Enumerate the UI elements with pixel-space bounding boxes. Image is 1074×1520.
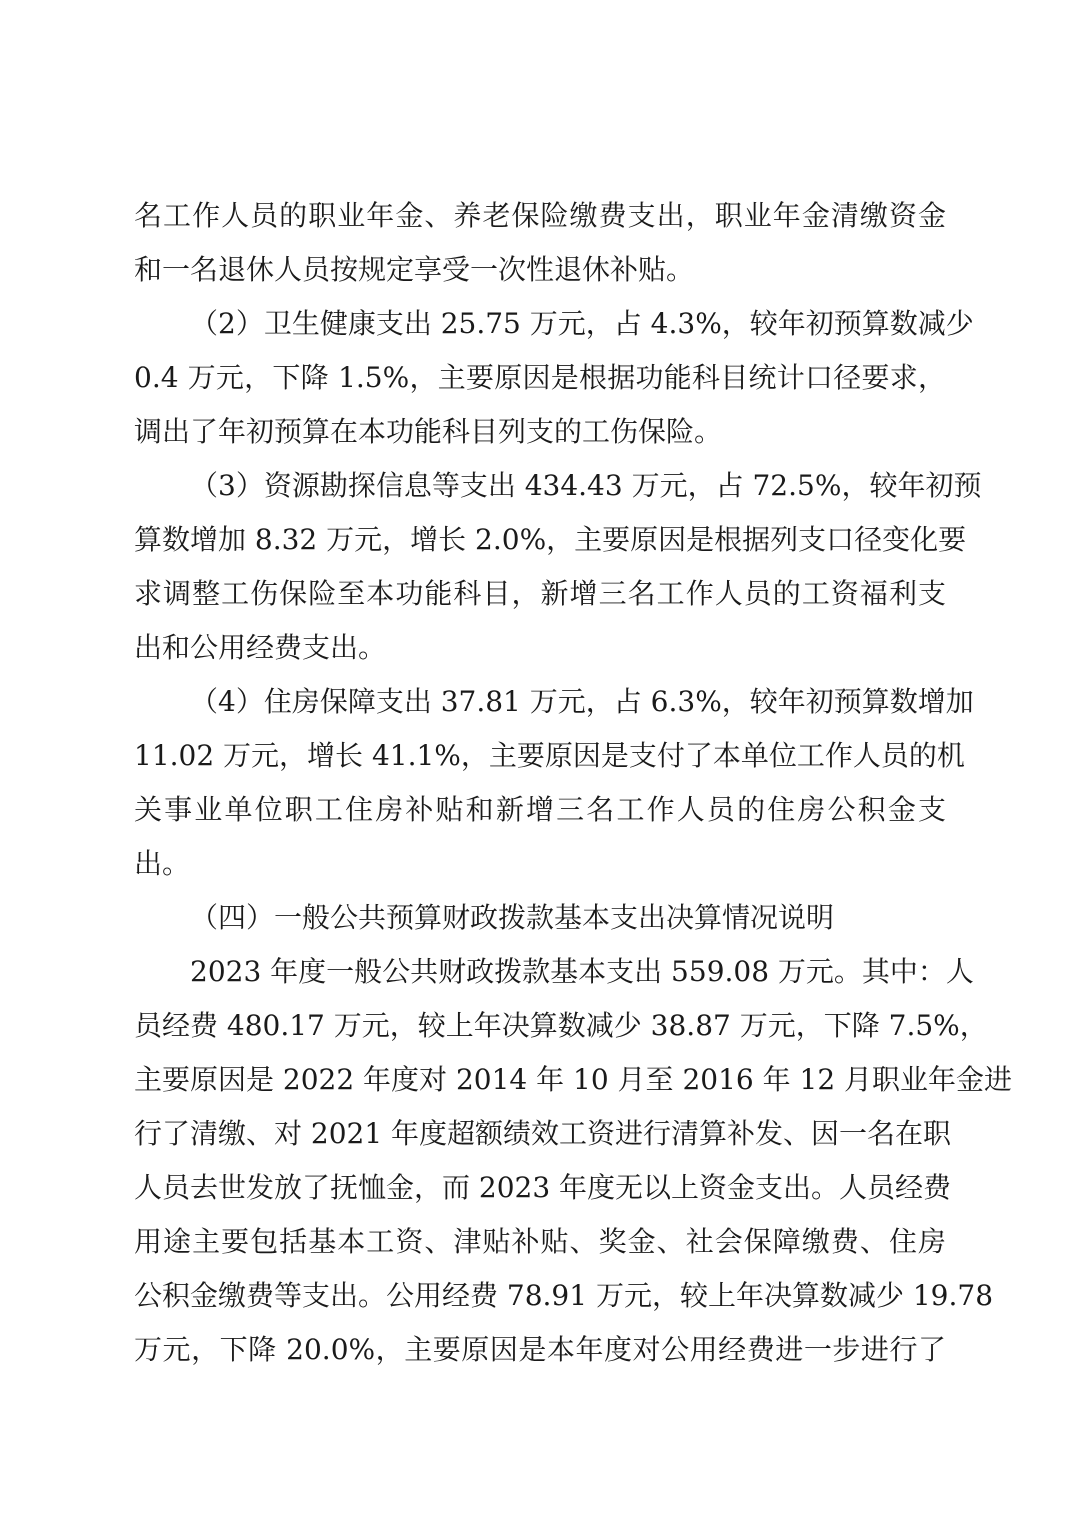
paragraph-item-4-line: （4）住房保障支出 37.81 万元，占 6.3%，较年初预算数增加	[190, 685, 974, 718]
body-text-line: 名工作人员的职业年金、养老保险缴费支出，职业年金清缴资金	[134, 199, 946, 232]
body-text-line: 用途主要包括基本工资、津贴补贴、奖金、社会保障缴费、住房	[134, 1225, 946, 1258]
body-text-line: 0.4 万元，下降 1.5%，主要原因是根据功能科目统计口径要求，	[134, 361, 946, 394]
paragraph-first-line: 2023 年度一般公共财政拨款基本支出 559.08 万元。其中：人	[190, 955, 974, 988]
body-text-line: 公积金缴费等支出。公用经费 78.91 万元，较上年决算数减少 19.78	[134, 1279, 994, 1312]
body-text-line: 人员去世发放了抚恤金，而 2023 年度无以上资金支出。人员经费	[134, 1171, 952, 1204]
body-text-line: 11.02 万元，增长 41.1%，主要原因是支付了本单位工作人员的机	[134, 739, 965, 772]
body-text-line: 行了清缴、对 2021 年度超额绩效工资进行清算补发、因一名在职	[134, 1117, 952, 1150]
paragraph-item-3-line: （3）资源勘探信息等支出 434.43 万元，占 72.5%，较年初预	[190, 469, 982, 502]
section-heading: （四）一般公共预算财政拨款基本支出决算情况说明	[190, 901, 835, 934]
body-text-line: 万元，下降 20.0%，主要原因是本年度对公用经费进一步进行了	[134, 1333, 946, 1366]
paragraph-item-2-line: （2）卫生健康支出 25.75 万元，占 4.3%，较年初预算数减少	[190, 307, 974, 340]
body-text-line: 出和公用经费支出。	[134, 631, 387, 664]
body-text-line: 算数增加 8.32 万元，增长 2.0%，主要原因是根据列支口径变化要	[134, 523, 967, 556]
body-text-line: 求调整工伤保险至本功能科目，新增三名工作人员的工资福利支	[134, 577, 946, 610]
body-text-line: 和一名退休人员按规定享受一次性退休补贴。	[134, 253, 695, 286]
body-text-line: 出。	[134, 847, 191, 880]
body-text-line: 调出了年初预算在本功能科目列支的工伤保险。	[134, 415, 723, 448]
body-text-line: 主要原因是 2022 年度对 2014 年 10 月至 2016 年 12 月职业年金进	[134, 1063, 1013, 1096]
body-text-line: 员经费 480.17 万元，较上年决算数减少 38.87 万元，下降 7.5%，	[134, 1009, 988, 1042]
body-text-line: 关事业单位职工住房补贴和新增三名工作人员的住房公积金支	[134, 793, 946, 826]
